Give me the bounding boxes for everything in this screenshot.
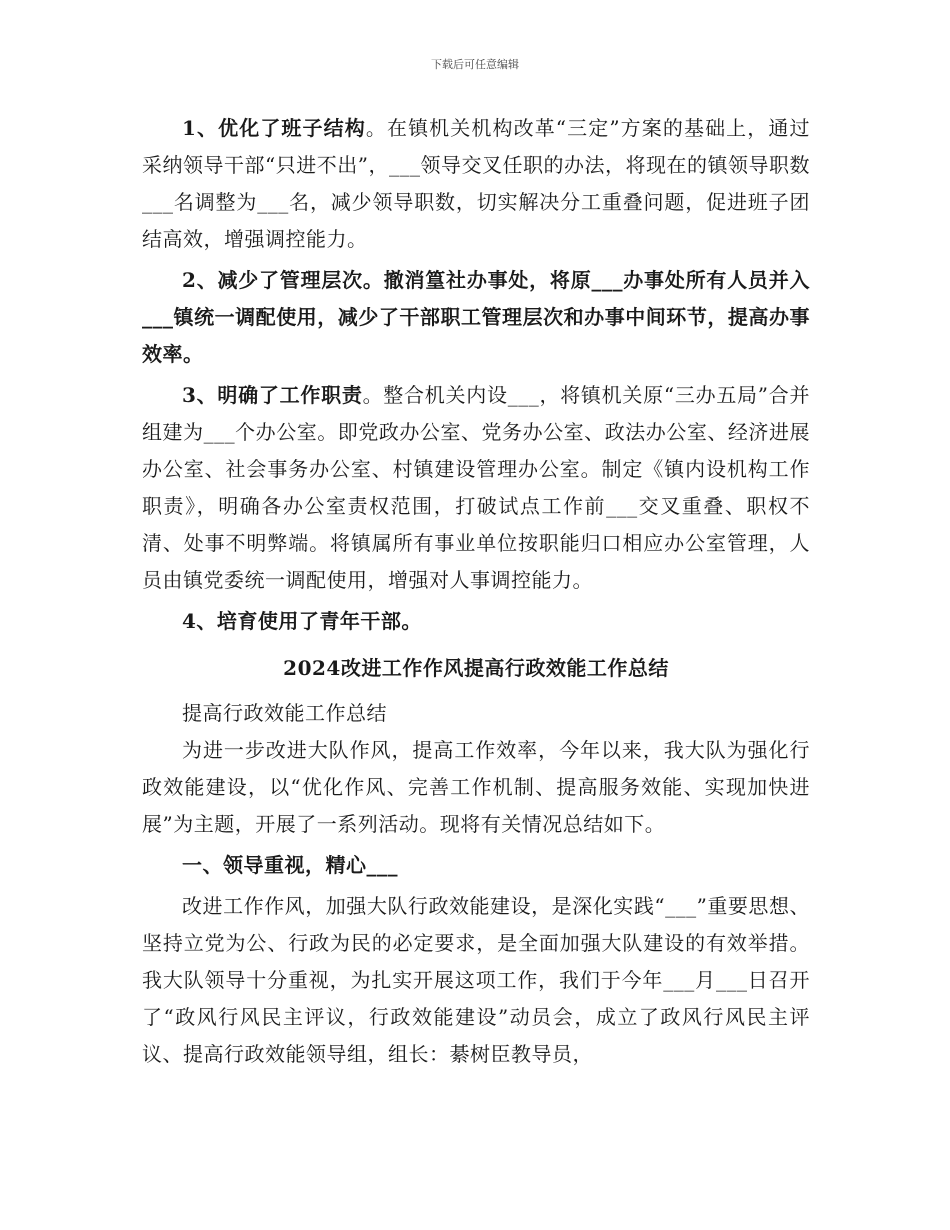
header-note: 下载后可任意编辑 (431, 58, 519, 71)
paragraph-3 (142, 377, 810, 599)
paragraph-1-body: 。在镇机关机构改革“三定”方案的基础上，通过采纳领导干部“只进不出”，___领导交叉任职的办法，将现在的镇领导职数___名调整为___名，减少领导职数，切实解决分工重叠问题，促进班子团结高效，增强调控能力。 (142, 116, 810, 251)
paragraph-2: 2、减少了管理层次。撤消篁社办事处，将原___办事处所有人员并入___镇统一调配使用，减少了干部职工管理层次和办事中间环节，提高办事效率。 (142, 268, 810, 366)
subtitle: 提高行政效能工作总结 (182, 701, 387, 725)
document-body (142, 110, 810, 1073)
paragraph-1-lead: 1、优化了班子结构 (182, 116, 366, 140)
paragraph-3-body: 。整合机关内设___，将镇机关原“三办五局”合并组建为___个办公室。即党政办公室、党务办公室、政法办公室、经济进展办公室、社会事务办公室、村镇建设管理办公室。制定《镇内设机构工作职责》，明确各办公室责权范围，打破试点工作前___交叉重叠、职权不清、处事不明弊端。将镇属所有事业单位按职能归口相应办公室管理，人员由镇党委统一调配使用，增强对人事调控能力。 (142, 383, 810, 592)
section-body-1: 改进工作作风，加强大队行政效能建设，是深化实践“___”重要思想、坚持立党为公、行政为民的必定要求，是全面加强大队建设的有效举措。我大队领导十分重视，为扎实开展这项工作，我们于今年___月___日召开了“政风行风民主评议，行政效能建设”动员会，成立了政风行风民主评议、提高行政效能领导组，组长：綦树臣教导员， (142, 894, 810, 1066)
paragraph-4: 4、培育使用了青年干部。 (182, 609, 422, 633)
paragraph-3-lead: 3、明确了工作职责 (182, 383, 363, 407)
section-heading-1: 一、领导重视，精心___ (182, 853, 398, 877)
paragraph-1 (142, 110, 810, 258)
intro-paragraph: 为进一步改进大队作风，提高工作效率，今年以来，我大队为强化行政效能建设，以“优化作风、完善工作机制、提高服务效能、实现加快进展”为主题，开展了一系列活动。现将有关情况总结如下。 (142, 738, 810, 836)
document-title: 2024改进工作作风提高行政效能工作总结 (283, 656, 669, 680)
